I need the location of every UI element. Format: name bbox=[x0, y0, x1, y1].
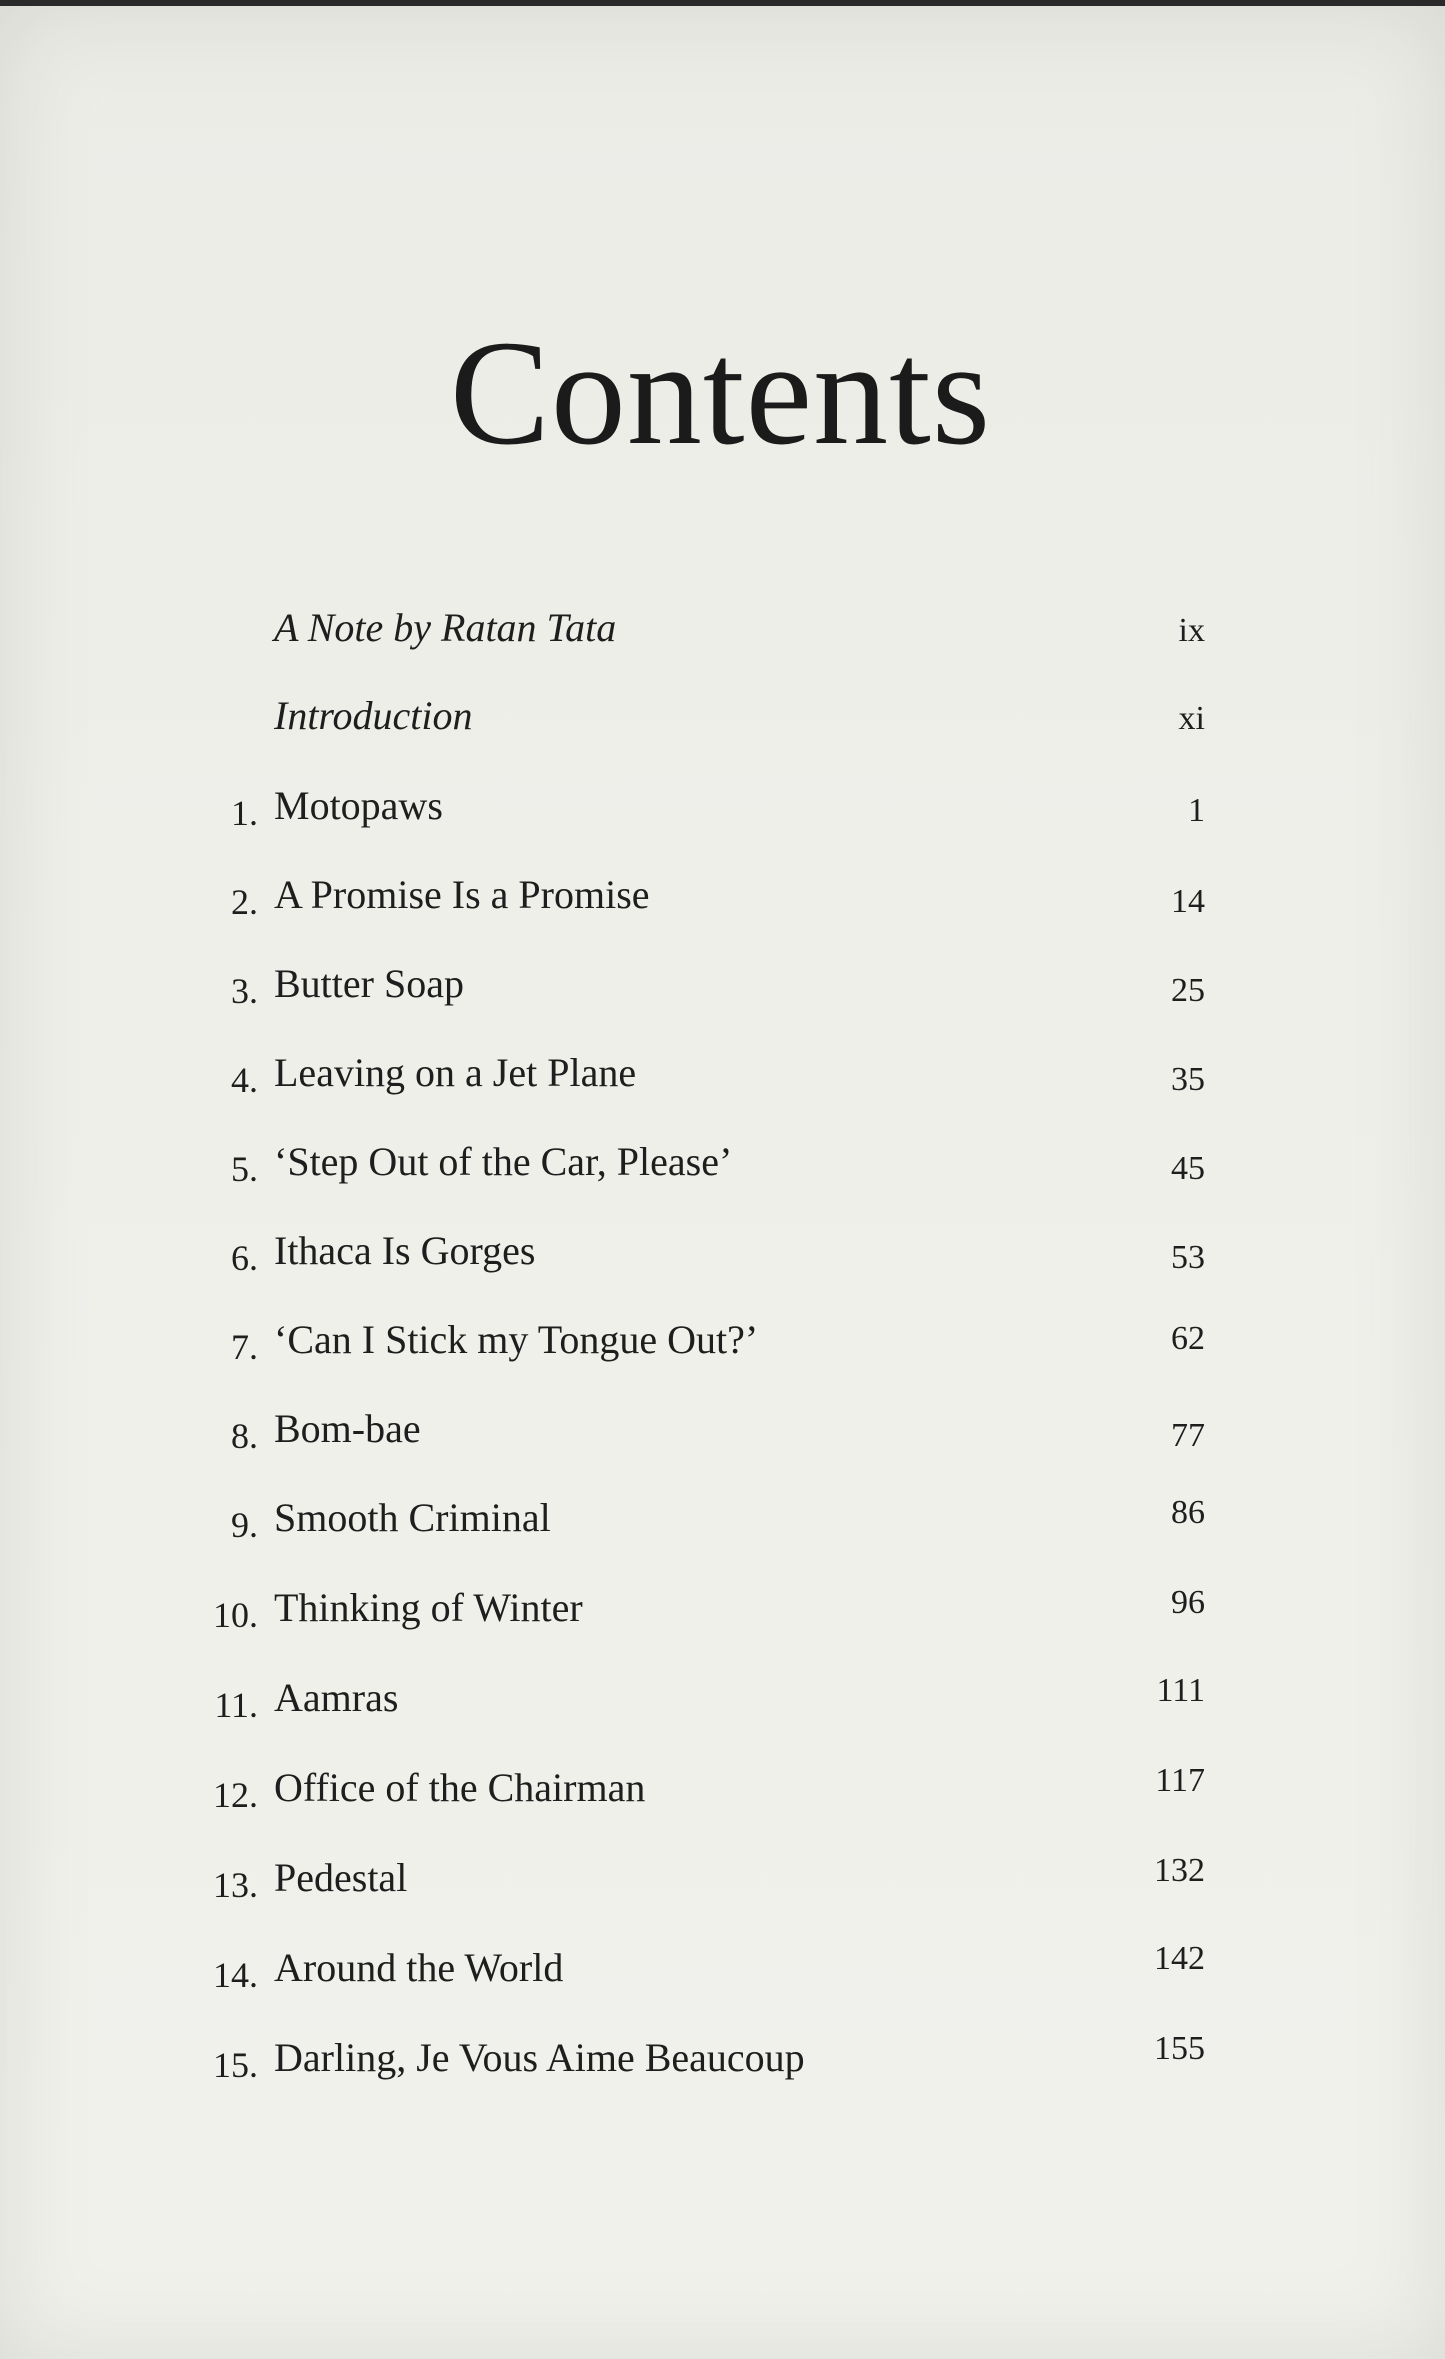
toc-entry-number: 1. bbox=[231, 793, 258, 833]
toc-entry-1 bbox=[0, 782, 1445, 842]
toc-entry-7 bbox=[0, 1316, 1445, 1376]
toc-entry-5 bbox=[0, 1138, 1445, 1198]
toc-entry-title: ‘Step Out of the Car, Please’ bbox=[274, 1139, 733, 1184]
toc-entry-number: 3. bbox=[231, 971, 258, 1011]
toc-entry-number: 7. bbox=[231, 1327, 258, 1367]
toc-entry-number: 11. bbox=[214, 1685, 258, 1725]
toc-entry-page: 86 bbox=[1171, 1494, 1205, 1531]
toc-entry-title: Darling, Je Vous Aime Beaucoup bbox=[274, 2035, 805, 2080]
toc-entry-page: 132 bbox=[1154, 1852, 1205, 1889]
toc-entry-page: 35 bbox=[1171, 1061, 1205, 1098]
toc-entry-13 bbox=[0, 1854, 1445, 1914]
page-title: Contents bbox=[449, 310, 992, 476]
toc-entry-title: Smooth Criminal bbox=[274, 1495, 551, 1540]
toc-entry-10 bbox=[0, 1584, 1445, 1644]
toc-entry-2 bbox=[0, 871, 1445, 931]
toc-entry-page: 96 bbox=[1171, 1584, 1205, 1621]
toc-entry-title: Thinking of Winter bbox=[274, 1585, 583, 1630]
toc-entry-6 bbox=[0, 1227, 1445, 1287]
toc-entry-12 bbox=[0, 1764, 1445, 1824]
toc-entry-number: 2. bbox=[231, 882, 258, 922]
toc-entry-number: 14. bbox=[213, 1955, 258, 1995]
toc-entry-page: 117 bbox=[1155, 1762, 1205, 1799]
toc-entry-page: xi bbox=[1178, 700, 1205, 737]
toc-entry-page: 77 bbox=[1171, 1417, 1205, 1454]
toc-entry-title: Bom-bae bbox=[274, 1406, 421, 1451]
toc-entry-number: 10. bbox=[213, 1595, 258, 1635]
toc-entry-page: 155 bbox=[1154, 2030, 1205, 2067]
toc-entry-8 bbox=[0, 1405, 1445, 1465]
toc-entry-page: 62 bbox=[1171, 1320, 1205, 1357]
toc-entry-title: Office of the Chairman bbox=[274, 1765, 646, 1810]
toc-entry-title: A Note by Ratan Tata bbox=[274, 605, 617, 650]
book-page bbox=[0, 6, 1445, 2359]
toc-entry-number: 9. bbox=[231, 1505, 258, 1545]
toc-entry-title: Ithaca Is Gorges bbox=[274, 1228, 536, 1273]
toc-entry-title: Around the World bbox=[274, 1945, 564, 1990]
toc-entry-title: Motopaws bbox=[274, 783, 443, 828]
toc-entry-note bbox=[0, 604, 1445, 664]
toc-entry-number: 15. bbox=[213, 2045, 258, 2085]
toc-entry-page: ix bbox=[1178, 612, 1205, 649]
toc-entry-title: Butter Soap bbox=[274, 961, 464, 1006]
toc-entry-number: 12. bbox=[213, 1775, 258, 1815]
toc-entry-title: Introduction bbox=[274, 693, 473, 738]
toc-entry-introduction bbox=[0, 692, 1445, 752]
toc-entry-number: 13. bbox=[213, 1865, 258, 1905]
toc-entry-page: 53 bbox=[1171, 1239, 1205, 1276]
toc-entry-title: A Promise Is a Promise bbox=[274, 872, 650, 917]
toc-entry-number: 8. bbox=[231, 1416, 258, 1456]
toc-entry-title: Leaving on a Jet Plane bbox=[274, 1050, 637, 1095]
toc-entry-11 bbox=[0, 1674, 1445, 1734]
toc-entry-15 bbox=[0, 2030, 1445, 2094]
toc-entry-4 bbox=[0, 1049, 1445, 1109]
toc-entry-title: ‘Can I Stick my Tongue Out?’ bbox=[274, 1317, 759, 1362]
toc-entry-number: 4. bbox=[231, 1060, 258, 1100]
toc-entry-page: 111 bbox=[1156, 1672, 1205, 1709]
toc-entry-title: Pedestal bbox=[274, 1855, 408, 1900]
toc-entry-page: 142 bbox=[1154, 1940, 1205, 1977]
toc-entry-page: 25 bbox=[1171, 972, 1205, 1009]
toc-entry-page: 45 bbox=[1171, 1150, 1205, 1187]
toc-entry-title: Aamras bbox=[274, 1675, 399, 1720]
toc-entry-number: 6. bbox=[231, 1238, 258, 1278]
toc-entry-9 bbox=[0, 1494, 1445, 1554]
table-of-contents bbox=[0, 6, 1445, 2359]
toc-entry-number: 5. bbox=[231, 1149, 258, 1189]
toc-entry-3 bbox=[0, 960, 1445, 1020]
toc-entry-page: 1 bbox=[1188, 792, 1205, 829]
toc-entry-page: 14 bbox=[1171, 883, 1205, 920]
toc-entry-14 bbox=[0, 1940, 1445, 2004]
